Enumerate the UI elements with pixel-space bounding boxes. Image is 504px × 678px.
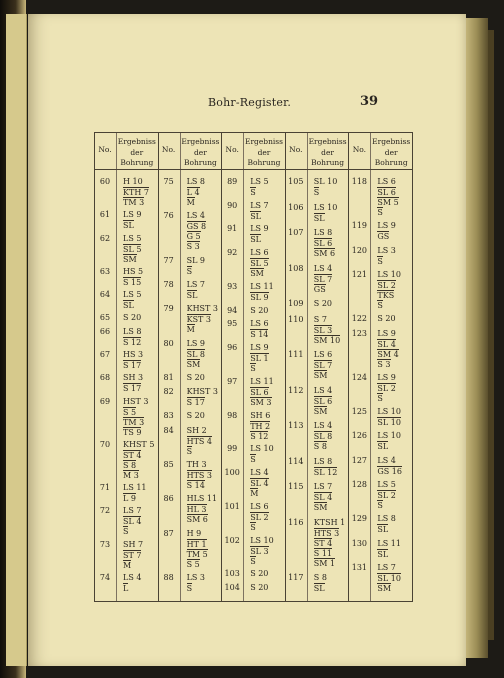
- bohrung-entry: SL 9: [186, 255, 206, 265]
- bohrung-entry: LS 6: [250, 501, 269, 511]
- row-number: 69: [99, 396, 111, 406]
- row-number: 96: [227, 343, 238, 353]
- row-number: 63: [99, 266, 111, 276]
- bohrung-entry: TM 3: [123, 417, 145, 427]
- bohrung-entry: TM 5: [186, 549, 208, 559]
- row-number: 64: [99, 290, 111, 300]
- bohrung-entry: SM 4: [377, 349, 399, 359]
- bohrung-entry: SL 7: [313, 274, 333, 284]
- bohrung-entry: S: [377, 300, 383, 310]
- row-number: 109: [288, 299, 304, 308]
- bohrung-entry: S 12: [250, 431, 269, 441]
- bohrung-entry: SL: [313, 584, 325, 593]
- bohrung-entry: SM 10: [313, 335, 341, 345]
- bohrung-entry: LS 4: [186, 211, 206, 221]
- row-number: 76: [163, 211, 174, 221]
- row-number: 74: [99, 573, 111, 582]
- bohrung-entry: SL: [186, 290, 198, 300]
- bohrung-entry: LS 9: [377, 221, 396, 231]
- bohrung-entry: LS 4: [313, 421, 333, 430]
- column-divider: [116, 133, 117, 601]
- bohrung-entry: LS 8: [377, 514, 396, 524]
- bohrung-entry: SM 5: [377, 198, 399, 207]
- header-no: No.: [161, 145, 176, 154]
- bohrung-entry: SL 2: [377, 383, 396, 393]
- bohrung-entry: S: [377, 208, 383, 217]
- row-number: 110: [288, 314, 304, 324]
- row-number: 65: [99, 313, 111, 323]
- header-line: der: [257, 147, 271, 157]
- bohrung-entry: S 20: [123, 313, 142, 323]
- bohrung-entry: SL 10: [377, 418, 401, 428]
- bohrung-entry: ST 4: [123, 450, 142, 460]
- row-number: 129: [351, 514, 368, 524]
- bohrung-entry: KHST 3: [186, 387, 218, 397]
- bohrung-entry: LS 5: [123, 290, 142, 300]
- row-number: 111: [288, 350, 304, 359]
- bohrung-entry: S: [250, 455, 256, 465]
- column-divider: [370, 133, 371, 601]
- bohrung-entry: SH 6: [250, 410, 271, 420]
- row-number: 67: [99, 350, 111, 359]
- row-number: 77: [163, 255, 174, 265]
- bohrung-entry: LS 7: [123, 506, 142, 516]
- bohrung-entry: SM 1: [313, 558, 336, 568]
- bohrung-entry: SL: [377, 442, 389, 452]
- bohrung-entry: M 3: [123, 470, 139, 480]
- bohrung-entry: LS 10: [250, 535, 274, 545]
- bohrung-entry: SH 2: [186, 425, 207, 435]
- bohrung-entry: SL 5: [123, 244, 142, 254]
- column-divider: [180, 133, 181, 601]
- header-line: der: [384, 147, 398, 157]
- bohrung-entry: SL 2: [377, 280, 396, 290]
- bohrung-entry: KTH 7: [123, 188, 149, 197]
- bohrung-entry: H 9: [186, 528, 202, 538]
- row-number: 108: [288, 263, 304, 273]
- bohrung-entry: LS 4: [377, 455, 396, 465]
- bohrung-entry: KHST 5: [123, 439, 155, 449]
- bohrung-entry: LS 8: [313, 456, 333, 466]
- row-number: 127: [351, 455, 368, 465]
- bohrung-entry: LS 11: [123, 483, 147, 493]
- row-number: 97: [227, 376, 238, 386]
- bohrung-entry: LS 8: [313, 228, 333, 237]
- bohrung-entry: S 15: [123, 277, 142, 287]
- bohrung-entry: S 20: [186, 372, 205, 382]
- bohrung-entry: SL 4: [250, 479, 269, 489]
- bohrung-entry: SL 7: [313, 361, 333, 370]
- bohrung-entry: S 8: [123, 460, 137, 470]
- bohrung-entry: SM: [250, 269, 264, 279]
- row-number: 75: [163, 177, 174, 186]
- header-line: Bohrung: [183, 158, 217, 167]
- header-line: Ergebniss: [308, 137, 347, 146]
- page-stack-edge: [466, 18, 488, 658]
- facing-page-edge: [6, 14, 27, 666]
- bohrung-entry: LS 10: [377, 269, 401, 279]
- bohrung-entry: SL 6: [313, 239, 333, 248]
- row-number: 82: [163, 387, 174, 397]
- row-number: 94: [227, 305, 238, 315]
- bohrung-entry: SM: [313, 503, 328, 512]
- row-number: 131: [351, 563, 368, 572]
- header-line: Ergebniss: [117, 137, 156, 146]
- bohrung-entry: S 14: [250, 330, 269, 340]
- bohrung-entry: LS 9: [250, 224, 269, 234]
- bohrung-entry: SL 10: [313, 177, 338, 186]
- bohrung-entry: SL 8: [313, 432, 333, 441]
- row-number: 80: [163, 338, 174, 348]
- bohrung-entry: HT 1: [186, 539, 207, 549]
- row-number: 61: [99, 210, 111, 220]
- row-number: 123: [351, 328, 368, 338]
- bohrung-entry: L: [123, 584, 129, 593]
- header-ergebniss: [116, 137, 158, 169]
- row-number: 116: [288, 517, 304, 527]
- bohrung-entry: S: [377, 393, 383, 403]
- row-number: 90: [227, 200, 238, 210]
- bohr-register-table: [94, 132, 413, 602]
- bohrung-entry: SL 8: [186, 349, 206, 359]
- bohrung-entry: ST 7: [123, 550, 142, 560]
- bohrung-entry: M: [186, 198, 195, 207]
- bohrung-entry: S 11: [313, 548, 332, 558]
- row-number: 78: [163, 279, 174, 289]
- header-ergebniss: [243, 137, 285, 169]
- row-number: 85: [163, 460, 174, 470]
- bohrung-entry: L 4: [186, 188, 200, 197]
- bohrung-entry: S 8: [313, 573, 327, 582]
- row-number: 92: [227, 248, 238, 258]
- row-number: 104: [224, 583, 240, 592]
- bohrung-entry: SM: [123, 254, 137, 264]
- row-number: 124: [351, 372, 368, 382]
- bohrung-entry: SL 3: [313, 325, 333, 335]
- bohrung-entry: LS 10: [377, 431, 401, 441]
- bohrung-entry: S 12: [123, 337, 142, 347]
- row-number: 126: [351, 431, 368, 441]
- bohrung-entry: SL 2: [377, 491, 396, 501]
- bohrung-entry: SL 9: [250, 292, 269, 302]
- bohrung-entry: SL 5: [250, 259, 269, 269]
- column-divider: [348, 133, 349, 601]
- bohrung-entry: LS 7: [377, 563, 396, 572]
- bohrung-entry: LS 9: [250, 343, 269, 353]
- book-cover-edge: [488, 30, 494, 640]
- bohrung-entry: S 3: [186, 242, 200, 252]
- bohrung-entry: SM: [186, 359, 201, 369]
- bohrung-entry: LS 6: [377, 177, 396, 186]
- bohrung-entry: TH 3: [186, 460, 207, 470]
- row-number: 118: [351, 177, 368, 186]
- bohrung-entry: G 5: [186, 232, 201, 242]
- header-line: Ergebniss: [244, 137, 283, 146]
- bohrung-entry: HS 5: [123, 266, 144, 276]
- bohrung-entry: LS 8: [123, 326, 142, 336]
- bohrung-entry: HTS 3: [313, 528, 340, 538]
- bohrung-entry: M: [186, 325, 195, 335]
- header-ergebniss: [180, 137, 222, 169]
- bohrung-entry: SH 3: [123, 373, 144, 383]
- bohrung-entry: SL 3: [250, 546, 269, 556]
- bohrung-entry: LS 7: [186, 279, 206, 289]
- bohrung-entry: S: [123, 527, 129, 537]
- row-number: 93: [227, 281, 238, 291]
- bohrung-entry: LS 9: [377, 328, 396, 338]
- row-number: 117: [288, 573, 304, 582]
- bohrung-entry: LS 11: [250, 281, 274, 291]
- bohrung-entry: SL 12: [313, 467, 338, 477]
- header-line: Ergebniss: [372, 137, 411, 146]
- bohrung-entry: LS 10: [377, 407, 401, 417]
- bohrung-entry: LS 7: [250, 200, 269, 210]
- bohrung-entry: S: [186, 446, 193, 456]
- row-number: 84: [163, 425, 174, 435]
- bohrung-entry: H 10: [123, 177, 143, 186]
- row-number: 119: [351, 221, 368, 231]
- bohrung-entry: LS 6: [313, 350, 333, 359]
- row-number: 105: [288, 177, 304, 186]
- bohrung-entry: LS 5: [377, 480, 396, 490]
- bohrung-entry: S 20: [250, 583, 269, 592]
- bohrung-entry: HL 3: [186, 505, 207, 515]
- row-number: 99: [227, 444, 238, 454]
- bohrung-entry: S 3: [377, 359, 391, 369]
- bohrung-entry: S 8: [313, 442, 327, 451]
- row-number: 107: [288, 228, 304, 237]
- bohrung-entry: S: [250, 556, 256, 566]
- bohrung-entry: S 20: [250, 569, 269, 579]
- bohrung-entry: TKS: [377, 290, 395, 300]
- bohrung-entry: LS 11: [377, 538, 401, 548]
- bohrung-entry: LS 5: [123, 233, 142, 243]
- header-ergebniss: [307, 137, 349, 169]
- row-number: 71: [99, 483, 111, 493]
- bohrung-entry: HLS 11: [186, 494, 218, 504]
- bohrung-entry: LS 8: [186, 177, 206, 186]
- bohrung-entry: SL: [313, 213, 325, 223]
- bohrung-entry: SM: [313, 371, 328, 380]
- bohrung-entry: TM 3: [123, 198, 145, 207]
- bohrung-entry: SM 6: [186, 515, 208, 525]
- row-number: 130: [351, 538, 368, 548]
- bohrung-entry: S: [186, 266, 193, 276]
- bohrung-entry: S: [313, 188, 320, 197]
- row-number: 88: [163, 573, 174, 582]
- row-number: 98: [227, 410, 238, 420]
- row-number: 122: [351, 314, 368, 324]
- bohrung-entry: TS 9: [123, 427, 142, 437]
- bohrung-entry: LS 9: [186, 338, 206, 348]
- bohrung-entry: SH 7: [123, 539, 144, 549]
- column-divider: [94, 133, 95, 601]
- bohrung-entry: M: [123, 560, 132, 570]
- row-number: 125: [351, 407, 368, 417]
- row-number: 66: [99, 326, 111, 336]
- row-number: 81: [163, 372, 174, 382]
- bohrung-entry: S 20: [313, 299, 332, 308]
- row-number: 83: [163, 411, 174, 421]
- bohrung-entry: KST 3: [186, 315, 212, 325]
- header-line: Ergebniss: [181, 137, 220, 146]
- bohrung-entry: HST 3: [123, 396, 149, 406]
- header-line: Bohrung: [120, 158, 154, 167]
- bohrung-entry: LS 9: [123, 210, 142, 220]
- bohrung-entry: SM: [377, 584, 392, 593]
- bohrung-entry: S: [250, 188, 256, 197]
- bohrung-entry: LS 4: [250, 468, 269, 478]
- column-divider: [307, 133, 308, 601]
- header-no: No.: [225, 145, 239, 154]
- bohrung-entry: GS 8: [186, 222, 207, 232]
- bohrung-entry: LS 10: [313, 202, 338, 212]
- header-line: der: [321, 147, 334, 157]
- row-number: 115: [288, 482, 304, 491]
- bohrung-entry: SM 6: [313, 249, 336, 258]
- bohrung-entry: S 17: [186, 398, 205, 408]
- row-number: 72: [99, 506, 111, 516]
- header-line: Bohrung: [311, 158, 345, 167]
- row-number: 70: [99, 439, 111, 449]
- row-number: 62: [99, 233, 111, 243]
- bohrung-entry: KHST 3: [186, 304, 218, 314]
- header-rule: [94, 169, 412, 170]
- bohrung-entry: LS 6: [250, 248, 269, 258]
- header-line: der: [130, 147, 144, 157]
- bohrung-entry: S 5: [186, 559, 200, 569]
- bohrung-entry: LS 5: [250, 177, 269, 186]
- bohrung-entry: S 20: [186, 411, 205, 421]
- header-line: Bohrung: [247, 158, 281, 167]
- bohrung-entry: KTSH 1: [313, 517, 346, 527]
- header-line: Bohrung: [374, 158, 408, 167]
- bohrung-entry: SL 6: [313, 396, 333, 406]
- bohrung-entry: SL 4: [313, 493, 333, 502]
- bohrung-entry: S 14: [186, 481, 205, 491]
- bohrung-entry: S 17: [123, 361, 142, 370]
- row-number: 106: [288, 202, 304, 212]
- bohrung-entry: S 20: [250, 305, 269, 315]
- row-number: 121: [351, 269, 368, 279]
- header-no: No.: [352, 145, 367, 154]
- row-number: 95: [227, 319, 238, 329]
- bohrung-entry: SM 3: [250, 397, 272, 407]
- row-number: 128: [351, 480, 368, 490]
- row-number: 103: [224, 569, 240, 579]
- bohrung-entry: S: [186, 584, 193, 593]
- bohrung-entry: LS 4: [313, 263, 333, 273]
- bohrung-entry: SL: [377, 549, 389, 559]
- page-header: [28, 96, 466, 112]
- bohrung-entry: ST 4: [313, 538, 333, 548]
- row-number: 73: [99, 539, 111, 549]
- row-number: 120: [351, 245, 368, 255]
- page-title: Bohr-Register.: [208, 96, 292, 109]
- row-number: 101: [224, 501, 240, 511]
- bohrung-entry: S: [250, 522, 256, 532]
- bohrung-entry: SL: [123, 301, 134, 311]
- bohrung-entry: SL: [250, 235, 261, 245]
- book-page: [28, 14, 466, 666]
- bohrung-entry: S 20: [377, 314, 396, 324]
- row-number: 86: [163, 494, 174, 504]
- row-number: 100: [224, 468, 240, 478]
- row-number: 91: [227, 224, 238, 234]
- bohrung-entry: GS: [377, 232, 390, 242]
- bohrung-entry: HTS 3: [186, 471, 213, 481]
- bohrung-entry: S: [377, 256, 383, 266]
- bohrung-entry: LS 11: [250, 376, 274, 386]
- bohrung-entry: S 17: [123, 384, 142, 394]
- bohrung-entry: SL 2: [250, 512, 269, 522]
- bohrung-entry: HTS 4: [186, 436, 213, 446]
- bohrung-entry: HS 3: [123, 350, 144, 359]
- row-number: 87: [163, 528, 174, 538]
- header-line: der: [193, 147, 207, 157]
- bohrung-entry: LS 7: [313, 482, 333, 491]
- row-number: 89: [227, 177, 238, 186]
- bohrung-entry: SL 4: [377, 339, 396, 349]
- bohrung-entry: LS 6: [250, 319, 269, 329]
- bohrung-entry: M: [250, 489, 259, 499]
- row-number: 113: [288, 421, 304, 430]
- bohrung-entry: SL: [123, 221, 134, 231]
- bohrung-entry: GS 16: [377, 466, 402, 476]
- bohrung-entry: SL 10: [377, 574, 401, 583]
- bohrung-entry: LS 10: [250, 444, 274, 454]
- bohrung-entry: S: [377, 501, 383, 511]
- bohrung-entry: S 5: [123, 407, 137, 417]
- page-number: 39: [360, 94, 379, 109]
- row-number: 60: [99, 177, 111, 186]
- bohrung-entry: L 9: [123, 494, 136, 504]
- bohrung-entry: LS 4: [123, 573, 142, 582]
- row-number: 102: [224, 535, 240, 545]
- bohrung-entry: SL 6: [250, 387, 269, 397]
- bohrung-entry: TH 2: [250, 421, 271, 431]
- bohrung-entry: S: [250, 364, 256, 374]
- row-number: 68: [99, 373, 111, 383]
- bohrung-entry: GS: [313, 284, 326, 294]
- bohrung-entry: S 7: [313, 314, 327, 324]
- row-number: 114: [288, 456, 304, 466]
- header-no: No.: [289, 145, 303, 154]
- bohrung-entry: LS 9: [377, 372, 396, 382]
- header-ergebniss: [370, 137, 412, 169]
- bohrung-entry: SL 1: [250, 354, 269, 364]
- bohrung-entry: SL 4: [123, 517, 142, 527]
- bohrung-entry: SL: [250, 211, 261, 221]
- bohrung-entry: LS 3: [377, 245, 396, 255]
- bohrung-entry: LS 4: [313, 385, 333, 395]
- header-no: No.: [98, 145, 112, 154]
- bohrung-entry: LS 3: [186, 573, 206, 582]
- bohrung-entry: SM: [313, 406, 328, 416]
- bohrung-entry: SL 6: [377, 188, 396, 197]
- row-number: 79: [163, 304, 174, 314]
- bohrung-entry: SL: [377, 525, 389, 535]
- column-divider: [243, 133, 244, 601]
- row-number: 112: [288, 385, 304, 395]
